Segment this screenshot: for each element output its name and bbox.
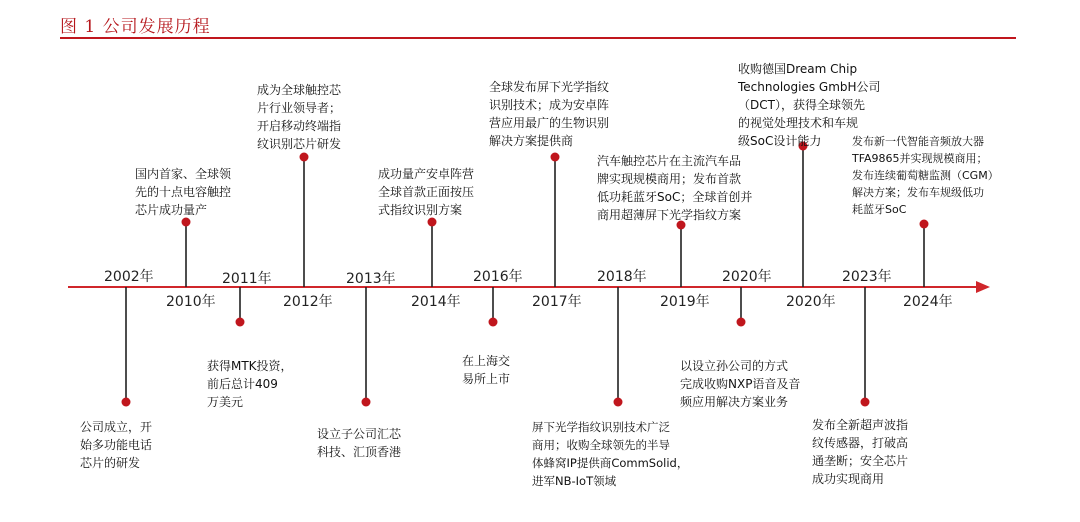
event-line: 公司成立，开 [80, 420, 153, 434]
event-line: 体蜂窝IP提供商CommSolid， [532, 456, 689, 470]
event-line: 解决方案；发布车规级低功 [852, 186, 984, 199]
year-label-2014: 2014年 [411, 294, 461, 310]
event-line: 式指纹识别方案 [378, 203, 463, 217]
event-line: 发布新一代智能音频放大器 [852, 135, 984, 148]
event-line: 片行业领导者； [257, 101, 342, 115]
event-line: 营应用最广的生物识别 [489, 116, 610, 130]
marker-2024 [920, 220, 929, 229]
event-2013 [317, 425, 401, 461]
event-line: TFA9865并实现规模商用； [852, 152, 988, 165]
event-line: 开启移动终端指 [257, 119, 342, 133]
event-line: （DCT），获得全球领先 [738, 98, 865, 112]
event-line: 易所上市 [462, 372, 511, 386]
event-2011 [207, 357, 293, 411]
event-line: 在上海交 [462, 354, 511, 368]
year-label-2024: 2024年 [903, 294, 953, 310]
event-2023 [812, 416, 908, 488]
event-line: 先的十点电容触控 [135, 185, 232, 199]
year-label-2020a: 2020年 [722, 269, 772, 285]
event-line: 始多功能电话 [80, 438, 153, 452]
event-line: 商用超薄屏下光学指纹方案 [597, 208, 742, 222]
event-line: 全球发布屏下光学指纹 [489, 80, 610, 94]
event-line: 级SoC设计能力 [738, 134, 822, 148]
event-line: 低功耗蓝牙SoC；全球首创并 [597, 190, 753, 204]
event-line: 解决方案提供商 [489, 134, 574, 148]
year-label-2013: 2013年 [346, 271, 396, 287]
event-2002 [80, 418, 152, 472]
marker-2013 [362, 398, 371, 407]
year-label-2018: 2018年 [597, 269, 647, 285]
marker-2017 [551, 153, 560, 162]
event-line: 芯片的研发 [80, 456, 141, 470]
event-line: 的视觉处理技术和车规 [738, 116, 859, 130]
event-line: 发布全新超声波指 [812, 418, 909, 432]
marker-2018 [614, 398, 623, 407]
event-2014 [378, 165, 474, 219]
event-2017 [489, 78, 609, 150]
timeline-arrowhead [976, 281, 990, 293]
event-line: 进军NB-IoT领域 [532, 474, 617, 488]
event-line: 通垄断；安全芯片 [812, 454, 909, 468]
event-line: 国内首家、全球领 [135, 167, 232, 181]
event-line: 发布连续葡萄糖监测（CGM） [852, 169, 999, 182]
event-2018 [532, 418, 688, 490]
event-line: 设立子公司汇芯 [317, 427, 402, 441]
event-line: 获得MTK投资， [207, 359, 293, 373]
event-line: 成为全球触控芯 [257, 83, 342, 97]
event-line: 识别技术；成为安卓阵 [489, 98, 610, 112]
event-2024 [852, 133, 999, 218]
year-label-2010: 2010年 [166, 294, 216, 310]
event-line: 全球首款正面按压 [378, 185, 475, 199]
event-line: 完成收购NXP语音及音 [680, 377, 801, 391]
event-line: 成功量产安卓阵营 [378, 167, 475, 181]
event-line: 成功实现商用 [812, 472, 885, 486]
marker-2012 [300, 153, 309, 162]
event-2010 [135, 165, 231, 219]
year-label-2019: 2019年 [660, 294, 710, 310]
event-line: 科技、汇顶香港 [317, 445, 402, 459]
year-label-2017: 2017年 [532, 294, 582, 310]
year-label-2002: 2002年 [104, 269, 154, 285]
year-label-2020b: 2020年 [786, 294, 836, 310]
event-line: 频应用解决方案业务 [680, 395, 789, 409]
event-line: Technologies GmbH公司 [738, 80, 881, 94]
figure-title: 图 1 公司发展历程 [60, 17, 211, 37]
event-line: 万美元 [207, 395, 244, 409]
event-line: 收购德国Dream Chip [738, 62, 858, 76]
event-line: 牌实现规模商用；发布首款 [597, 172, 742, 186]
marker-2011 [236, 318, 245, 327]
marker-2002 [122, 398, 131, 407]
marker-2023 [861, 398, 870, 407]
event-2016 [462, 352, 510, 388]
event-line: 耗蓝牙SoC [852, 203, 907, 216]
year-label-2016: 2016年 [473, 269, 523, 285]
year-label-2012: 2012年 [283, 294, 333, 310]
event-line: 汽车触控芯片在主流汽车品 [597, 154, 742, 168]
marker-2020a [737, 318, 746, 327]
event-2020a [680, 357, 800, 411]
year-label-2023: 2023年 [842, 269, 892, 285]
marker-2016 [489, 318, 498, 327]
event-2012 [257, 81, 341, 153]
year-label-2011: 2011年 [222, 271, 272, 287]
event-2019 [597, 152, 752, 224]
event-line: 以设立孙公司的方式 [680, 359, 789, 373]
event-line: 纹传感器，打破高 [812, 436, 909, 450]
event-line: 商用；收购全球领先的半导 [532, 438, 670, 452]
event-line: 芯片成功量产 [135, 203, 208, 217]
event-line: 前后总计409 [207, 377, 278, 391]
event-line: 屏下光学指纹识别技术广泛 [532, 420, 670, 434]
event-line: 纹识别芯片研发 [257, 137, 342, 151]
